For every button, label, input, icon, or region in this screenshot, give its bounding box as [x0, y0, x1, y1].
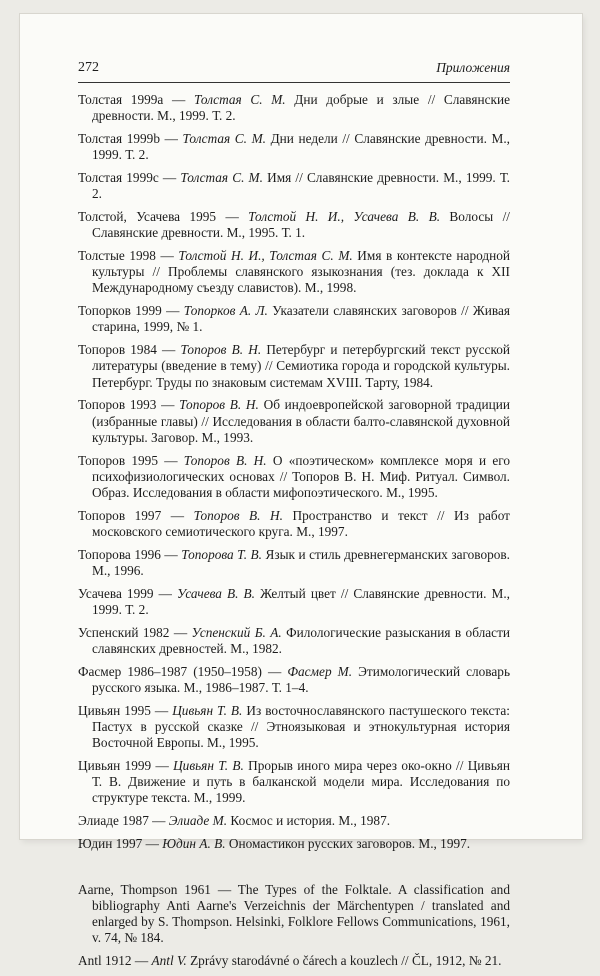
reference-author: Цивьян Т. В.: [172, 702, 243, 718]
reference-entry: Юдин 1997 — Юдин А. В. Ономастикон русских заговоров. М., 1997.: [78, 836, 471, 852]
reference-text: Филологические разыскания в области славянских древностей. М., 1982.: [92, 624, 511, 657]
reference-list: [78, 92, 510, 976]
reference-entry: Толстая 1999а — Толстая С. М. Дни добрые и злые // Славянские древности. М., 1999. Т. 2.: [78, 92, 511, 124]
reference-text: Космос и история. М., 1987.: [230, 813, 391, 829]
reference-key: Толстой, Усачева 1995: [78, 209, 217, 224]
reference-entry: Antl 1912 — Antl V. Zprávy starodávné o čárech a kouzlech // ČL, 1912, № 21.: [78, 953, 502, 969]
reference-entry: Элиаде 1987 — Элиаде М. Космос и история. М., 1987.: [78, 813, 391, 829]
reference-key: Толстая 1999b: [78, 131, 160, 146]
reference-key: Aarne, Thompson 1961: [78, 881, 211, 897]
reference-entry: Цивьян 1999 — Цивьян Т. В. Прорыв иного мира через око-окно // Цивьян Т. В. Движение и путь в балканской модели мира. Исследования по структуре текста. М., 1999.: [78, 758, 511, 806]
section-gap: [78, 859, 510, 882]
reference-text: Об индоевропейской заговорной традиции (избранные главы) // Исследования в области балто-славянской духовной культуры. Заговор. М., 1993.: [92, 397, 511, 445]
reference-author: Топоров В. Н.: [193, 507, 283, 523]
running-title: Приложения: [436, 60, 510, 75]
reference-author: Топорков А. Л.: [183, 303, 268, 319]
reference-key: Усачева 1999: [78, 585, 154, 601]
reference-entry: Топоров 1997 — Топоров В. Н. Пространство и текст // Из работ московского семиотического круга. М., 1997.: [78, 507, 510, 540]
russian-references: [78, 92, 510, 852]
reference-text: Zprávy starodávné o čárech a kouzlech // ČL, 1912, № 21.: [190, 953, 502, 969]
reference-entry: Успенский 1982 — Успенский Б. А. Филологические разыскания в области славянских древностей. М., 1982.: [78, 624, 511, 657]
reference-author: Элиаде М.: [168, 813, 228, 829]
reference-author: Толстая С. М.: [182, 131, 266, 146]
reference-entry: Топорков 1999 — Топорков А. Л. Указатели славянских заговоров // Живая старина, 1999, № 1.: [78, 303, 510, 335]
reference-author: Топорова Т. В.: [181, 546, 262, 562]
reference-author: Antl V.: [151, 953, 187, 969]
reference-key: Топоров 1993: [78, 397, 157, 413]
reference-entry: Фасмер 1986–1987 (1950–1958) — Фасмер М. Этимологический словарь русского языка. М., 1986–1987. Т. 1–4.: [78, 663, 511, 696]
reference-text: Дни недели // Славянские древности. М., 1999. Т. 2.: [92, 131, 510, 163]
reference-author: Топоров В. Н.: [180, 342, 262, 358]
reference-text: Петербург и петербургский текст русской литературы (введение в тему) // Семиотика города и городской культуры. Петербург. Труды по знаковым системам XVIII. Тарту, 1984.: [92, 342, 510, 390]
reference-author: Успенский Б. А.: [191, 624, 282, 640]
reference-text: Прорыв иного мира через око-окно // Цивьян Т. В. Движение и путь в балканской модели мира. Исследования по структуре текста. М., 1999.: [92, 758, 511, 806]
reference-text: Пространство и текст // Из работ московского семиотического круга. М., 1997.: [92, 507, 510, 540]
reference-author: Толстая С. М.: [193, 92, 286, 107]
reference-text: Из восточнославянского пастушеского текста: Пастух в русской сказке // Этноязыковая и этнокультурная история Восточной Европы. М., 1995.: [92, 702, 510, 751]
reference-entry: Усачева 1999 — Усачева В. В. Желтый цвет // Славянские древности. М., 1999. Т. 2.: [78, 585, 510, 618]
reference-key: Толстая 1999с: [78, 170, 159, 185]
reference-entry: Топоров 1984 — Топоров В. Н. Петербург и петербургский текст русской литературы (введение в тему) // Семиотика города и городской культуры. Петербург. Труды по знаковым системам XVIII. Тарту, 1984.: [78, 342, 510, 390]
reference-key: Толстые 1998: [78, 248, 156, 263]
reference-text: Ономастикон русских заговоров. М., 1997.: [228, 836, 471, 852]
reference-text: Этимологический словарь русского языка. М., 1986–1987. Т. 1–4.: [92, 663, 511, 696]
reference-text: Желтый цвет // Славянские древности. М., 1999. Т. 2.: [92, 585, 510, 618]
book-page: [20, 14, 582, 969]
reference-author: Усачева В. В.: [177, 585, 255, 601]
reference-text: Имя // Славянские древности. М., 1999. Т. 2.: [92, 170, 511, 202]
reference-author: Толстой Н. И., Усачева В. В.: [248, 209, 441, 224]
reference-entry: Топоров 1995 — Топоров В. Н. О «поэтическом» комплексе моря и его психофизиологических основах // Топоров В. Н. Миф. Ритуал. Символ. Образ. Исследования в области мифопоэтического. М., 1995.: [78, 452, 510, 501]
reference-text: Имя в контексте народной культуры // Проблемы славянского языкознания (тез. доклада к XII Международному съезду славистов). М., 1998.: [92, 248, 511, 296]
reference-entry: Топоров 1993 — Топоров В. Н. Об индоевропейской заговорной традиции (избранные главы) // Исследования в области балто-славянской духовной культуры. Заговор. М., 1993.: [78, 397, 511, 445]
reference-entry: Топорова 1996 — Топорова Т. В. Язык и стиль древнегерманских заговоров. М., 1996.: [78, 546, 510, 579]
foreign-references: [78, 882, 510, 970]
reference-text: Дни добрые и злые // Славянские древности. М., 1999. Т. 2.: [92, 92, 511, 124]
reference-key: Топорков 1999: [78, 303, 162, 319]
page-number: 272: [78, 60, 99, 75]
reference-key: Успенский 1982: [78, 624, 170, 640]
reference-key: Фасмер 1986–1987 (1950–1958): [78, 663, 262, 679]
reference-author: Юдин А. В.: [162, 836, 226, 852]
reference-text: Волосы // Славянские древности. М., 1995. Т. 1.: [92, 209, 510, 241]
reference-key: Элиаде 1987: [78, 813, 149, 829]
reference-author: Топоров В. Н.: [183, 452, 267, 468]
reference-text: О «поэтическом» комплексе моря и его психофизиологических основах // Топоров В. Н. Миф. Ритуал. Символ. Образ. Исследования в области мифопоэтического. М., 1995.: [92, 452, 510, 501]
page-header: [78, 58, 510, 83]
reference-text: The Types of the Folktale. A classification and bibliography Anti Aarne's Verzeichnis der Märchentypen / translated and enlarged by S. Thompson. Helsinki, Folklore Fellows Communications, 1961, v. 74, № 184.: [92, 881, 510, 946]
reference-key: Топорова 1996: [78, 546, 161, 562]
reference-key: Топоров 1997: [78, 507, 162, 523]
reference-entry: Aarne, Thompson 1961 — The Types of the Folktale. A classification and bibliography Anti Aarne's Verzeichnis der Märchentypen / translated and enlarged by S. Thompson. Helsinki, Folklore Fellows Communications, 1961, v. 74, № 184.: [78, 881, 510, 946]
reference-key: Топоров 1995: [78, 452, 158, 468]
reference-key: Юдин 1997: [78, 836, 143, 852]
reference-key: Цивьян 1995: [78, 702, 151, 718]
reference-author: Фасмер М.: [287, 663, 353, 679]
reference-key: Топоров 1984: [78, 342, 157, 358]
reference-author: Топоров В. Н.: [179, 397, 259, 413]
reference-entry: Толстой, Усачева 1995 — Толстой Н. И., Усачева В. В. Волосы // Славянские древности. М., 1995. Т. 1.: [78, 209, 510, 241]
reference-key: Цивьян 1999: [78, 758, 152, 774]
reference-text: Указатели славянских заговоров // Живая старина, 1999, № 1.: [92, 303, 510, 335]
reference-key: Antl 1912: [78, 953, 132, 969]
reference-entry: Цивьян 1995 — Цивьян Т. В. Из восточнославянского пастушеского текста: Пастух в русской сказке // Этноязыковая и этнокультурная история Восточной Европы. М., 1995.: [78, 702, 510, 751]
reference-author: Толстой Н. И., Толстая С. М.: [178, 248, 353, 263]
reference-key: Толстая 1999а: [78, 92, 164, 107]
reference-text: Язык и стиль древнегерманских заговоров. М., 1996.: [92, 546, 510, 579]
reference-entry: Толстые 1998 — Толстой Н. И., Толстая С. М. Имя в контексте народной культуры // Проблемы славянского языкознания (тез. доклада к XII Международному съезду славистов). М., 1998.: [78, 248, 511, 296]
reference-entry: Толстая 1999b — Толстая С. М. Дни недели // Славянские древности. М., 1999. Т. 2.: [78, 131, 510, 163]
reference-author: Толстая С. М.: [180, 170, 263, 185]
reference-entry: Толстая 1999с — Толстая С. М. Имя // Славянские древности. М., 1999. Т. 2.: [78, 170, 511, 202]
reference-author: Цивьян Т. В.: [173, 758, 244, 774]
